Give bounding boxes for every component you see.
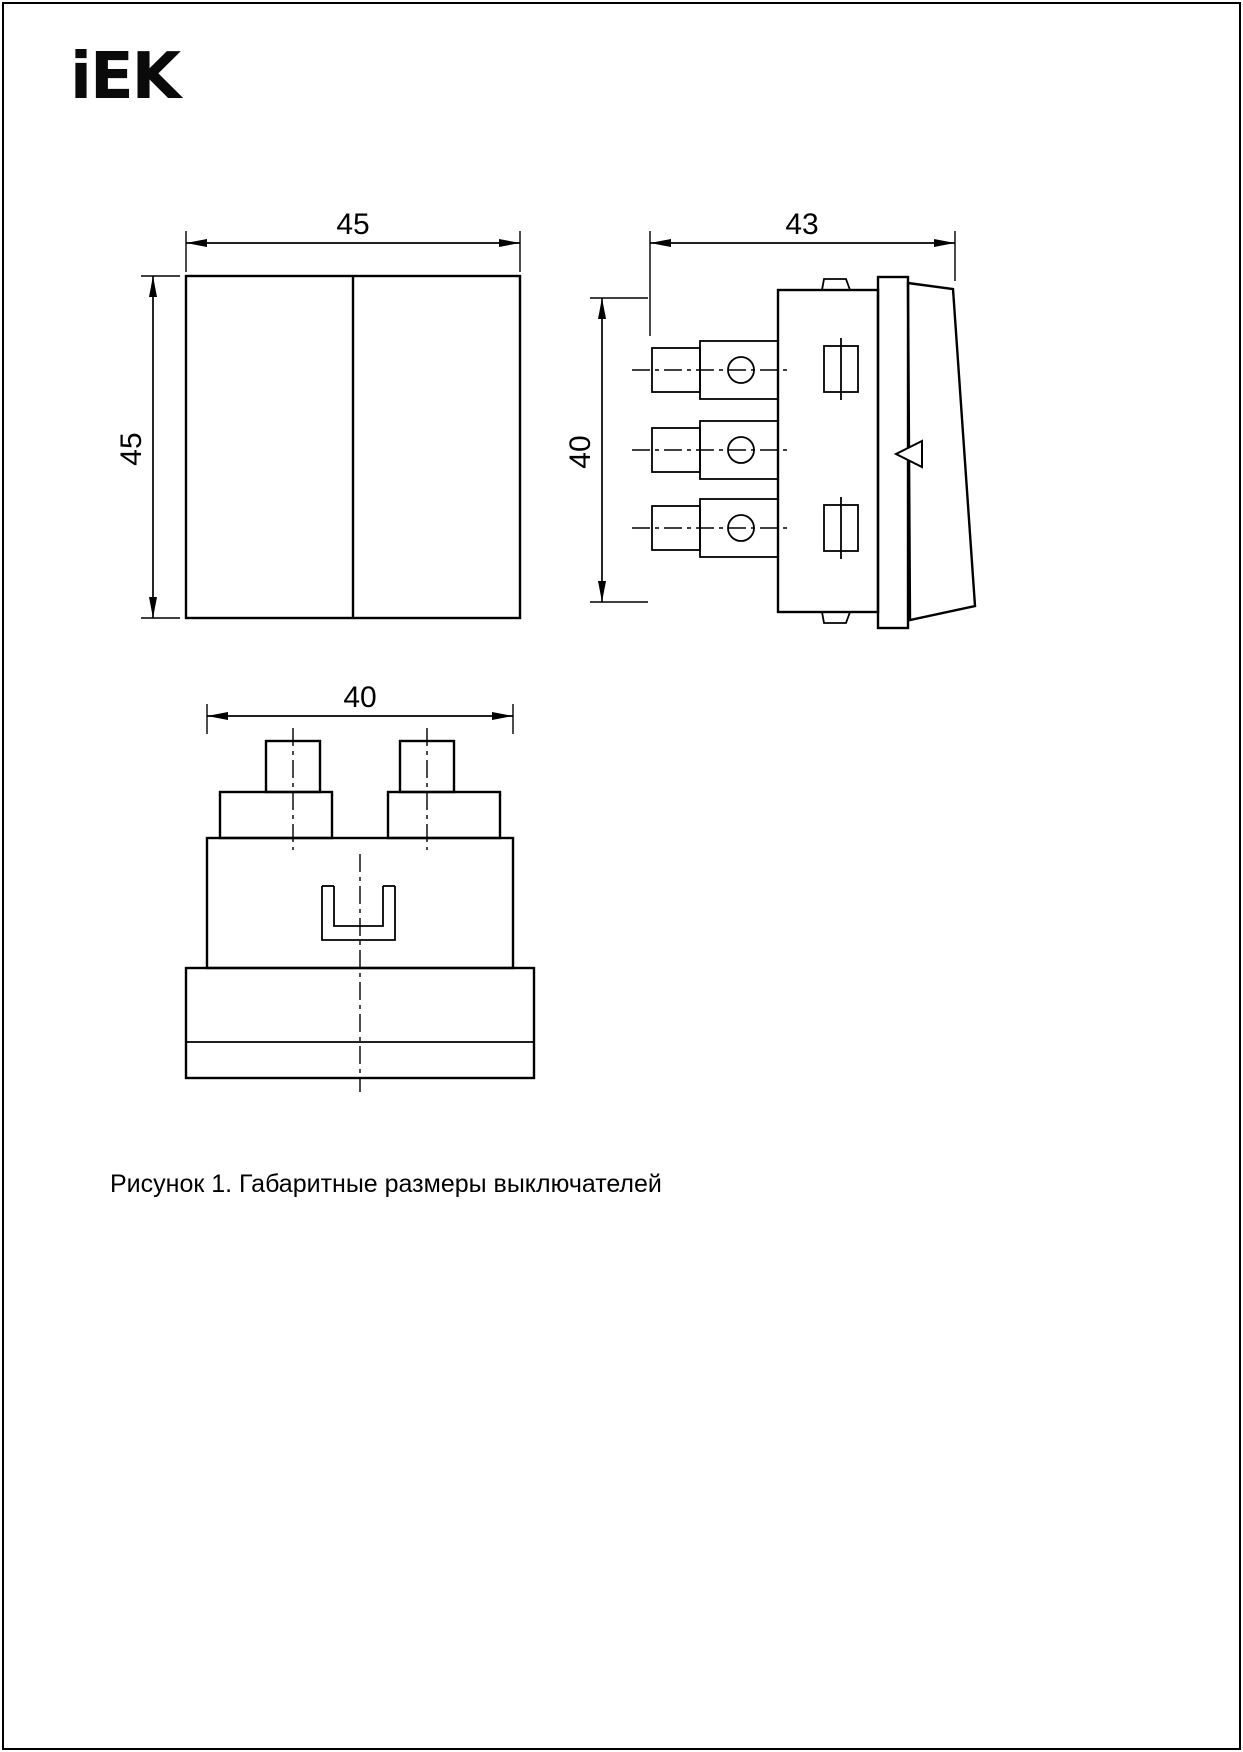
front-view (115, 208, 520, 618)
bracket-outer (322, 886, 395, 940)
front-height-dimension: 45 (115, 432, 148, 466)
mounting-claw-bottom (822, 612, 850, 623)
figure-caption: Рисунок 1. Габаритные размеры выключателей (110, 1170, 662, 1198)
terminal-block (388, 792, 500, 838)
bottom-width-dimension: 40 (343, 681, 377, 714)
side-height-dimension: 40 (564, 435, 597, 469)
iek-logo: iEK (70, 40, 180, 114)
front-width-dimension: 45 (336, 208, 370, 241)
side-view (564, 208, 975, 628)
bottom-view (186, 681, 534, 1092)
terminal-block (220, 792, 332, 838)
mounting-claw-top (822, 279, 850, 290)
side-depth-dimension: 43 (785, 208, 819, 241)
bracket-inner (334, 886, 383, 926)
side-body-outline (778, 290, 878, 612)
